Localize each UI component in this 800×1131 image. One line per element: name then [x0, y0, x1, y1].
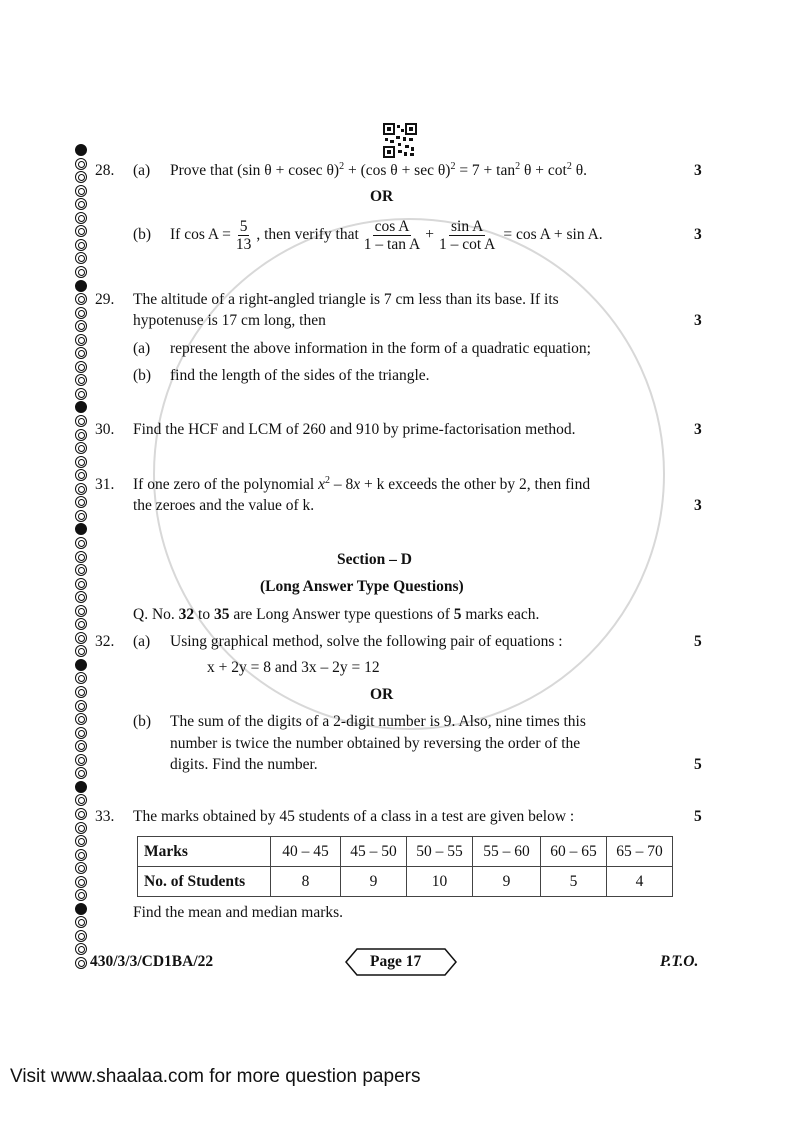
marks: 5	[694, 756, 702, 773]
question-text: the zeroes and the value of k.	[133, 497, 315, 514]
margin-ring-icon	[75, 564, 87, 576]
question-text: digits. Find the number.	[170, 756, 318, 773]
margin-ring-icon	[75, 686, 87, 698]
margin-ring-icon	[75, 713, 87, 725]
question-text: Prove that (sin θ + cosec θ)$^2$ + (cos $\theta + \sec \theta)^2 = 7 + \tan^2 \theta + \cot^2 \theta$.	[170, 160, 588, 179]
margin-ring-icon	[75, 781, 87, 793]
table-cell: 40 – 45	[271, 837, 341, 867]
question-number: 32.	[95, 633, 115, 650]
margin-ring-icon	[75, 930, 87, 942]
margin-ring-icon	[75, 442, 87, 454]
margin-ring-icon	[75, 578, 87, 590]
question-text: Using graphical method, solve the following pair of equations :	[170, 633, 563, 650]
qr-code-icon	[383, 123, 417, 158]
part-label: (b)	[133, 226, 152, 243]
marks: 3	[694, 226, 702, 243]
margin-ring-icon	[75, 537, 87, 549]
or-separator: OR	[370, 188, 394, 205]
margin-ring-icon	[75, 388, 87, 400]
margin-ring-icon	[75, 456, 87, 468]
margin-ring-icon	[75, 862, 87, 874]
margin-ring-icon	[75, 957, 87, 969]
marks: 5	[694, 808, 702, 825]
margin-ring-icon	[75, 551, 87, 563]
or-separator: OR	[370, 686, 394, 703]
margin-ring-icon	[75, 943, 87, 955]
marks: 3	[694, 421, 702, 438]
table-cell: 55 – 60	[473, 837, 541, 867]
part-label: (a)	[133, 340, 151, 357]
margin-ring-icon	[75, 591, 87, 603]
question-number: 28.	[95, 162, 115, 179]
margin-ring-icon	[75, 185, 87, 197]
question-text: find the length of the sides of the triangle.	[170, 367, 430, 384]
question-text: Find the mean and median marks.	[133, 904, 344, 921]
table-cell: 4	[607, 867, 673, 897]
margin-ring-icon	[75, 496, 87, 508]
question-number: 29.	[95, 291, 115, 308]
margin-ring-icon	[75, 740, 87, 752]
margin-ring-icon	[75, 700, 87, 712]
table-cell: 9	[473, 867, 541, 897]
margin-ring-icon	[75, 347, 87, 359]
table-cell: 5	[541, 867, 607, 897]
question-text: The altitude of a right-angled triangle is 7 cm less than its base. If its	[133, 291, 559, 308]
margin-ring-icon	[75, 808, 87, 820]
section-subtitle: (Long Answer Type Questions)	[260, 578, 464, 595]
table-cell: 65 – 70	[607, 837, 673, 867]
table-cell: 50 – 55	[407, 837, 473, 867]
margin-ring-icon	[75, 225, 87, 237]
margin-ring-icon	[75, 334, 87, 346]
table-cell: 8	[271, 867, 341, 897]
margin-ring-icon	[75, 198, 87, 210]
margin-ring-icon	[75, 144, 87, 156]
margin-ring-icon	[75, 659, 87, 671]
question-text: hypotenuse is 17 cm long, then	[133, 312, 326, 329]
question-number: 33.	[95, 808, 115, 825]
question-number: 30.	[95, 421, 115, 438]
margin-ring-icon	[75, 212, 87, 224]
margin-ring-icon	[75, 293, 87, 305]
question-text: number is twice the number obtained by reversing the order of the	[170, 735, 581, 752]
margin-ring-icon	[75, 889, 87, 901]
margin-ring-icon	[75, 835, 87, 847]
margin-ring-icon	[75, 523, 87, 535]
marks: 3	[694, 312, 702, 329]
table-cell: 10	[407, 867, 473, 897]
marks: 3	[694, 497, 702, 514]
table-row	[138, 837, 673, 867]
visit-banner: Visit www.shaalaa.com for more question papers	[10, 1066, 421, 1087]
page-number: Page 17	[370, 953, 422, 970]
margin-ring-icon	[75, 632, 87, 644]
section-note: Q. No. 32 to 35 are Long Answer type questions of 5 marks each.	[133, 606, 540, 623]
question-number: 31.	[95, 476, 115, 493]
question-text: represent the above information in the form of a quadratic equation;	[170, 340, 591, 357]
table-cell: 45 – 50	[341, 837, 407, 867]
marks-table	[137, 836, 673, 897]
margin-ring-icon	[75, 794, 87, 806]
margin-ring-icon	[75, 605, 87, 617]
margin-ring-icon	[75, 171, 87, 183]
margin-ring-icon	[75, 672, 87, 684]
margin-ring-icon	[75, 374, 87, 386]
margin-ring-icon	[75, 280, 87, 292]
margin-ring-icon	[75, 645, 87, 657]
margin-ring-icon	[75, 849, 87, 861]
part-label: (b)	[133, 713, 152, 730]
margin-ring-icon	[75, 469, 87, 481]
equations: x + 2y = 8 and 3x – 2y = 12	[207, 659, 380, 676]
part-label: (a)	[133, 162, 151, 179]
margin-ring-icon	[75, 483, 87, 495]
margin-ring-icon	[75, 429, 87, 441]
margin-ring-icon	[75, 754, 87, 766]
question-text: The sum of the digits of a 2-digit number is 9. Also, nine times this	[170, 713, 586, 730]
question-text: If one zero of the polynomial $x^2 - 8x + k$ exceeds the other by 2, then find	[133, 474, 591, 493]
margin-ring-icon	[75, 401, 87, 413]
table-cell: 60 – 65	[541, 837, 607, 867]
question-text: If cos A = $\frac{5}{13}$ , then verify that $\frac{\text{cos A}}{\text{1 – tan A}}$ + $\frac{\text{sin A}}{\text{1 – cot A}}$ = cos A + sin A.	[170, 217, 603, 253]
paper-code: 430/3/3/CD1BA/22	[90, 953, 214, 970]
margin-ring-icon	[75, 239, 87, 251]
margin-ring-icon	[75, 903, 87, 915]
margin-ring-icon	[75, 727, 87, 739]
margin-ring-icon	[75, 158, 87, 170]
marks: 3	[694, 162, 702, 179]
table-header: Marks	[138, 837, 271, 867]
section-title: Section – D	[337, 551, 412, 568]
margin-ring-icon	[75, 252, 87, 264]
pto: P.T.O.	[660, 953, 699, 970]
table-cell: 9	[341, 867, 407, 897]
question-text: Find the HCF and LCM of 260 and 910 by prime-factorisation method.	[133, 421, 576, 438]
table-row	[138, 867, 673, 897]
margin-ring-icon	[75, 320, 87, 332]
margin-ring-icon	[75, 510, 87, 522]
margin-ring-icon	[75, 876, 87, 888]
margin-ring-icon	[75, 361, 87, 373]
margin-ring-icon	[75, 618, 87, 630]
question-text: The marks obtained by 45 students of a class in a test are given below :	[133, 808, 575, 825]
table-header: No. of Students	[138, 867, 271, 897]
margin-ring-icon	[75, 307, 87, 319]
part-label: (a)	[133, 633, 151, 650]
margin-ring-icon	[75, 767, 87, 779]
margin-ring-icon	[75, 916, 87, 928]
marks: 5	[694, 633, 702, 650]
margin-ring-icon	[75, 415, 87, 427]
part-label: (b)	[133, 367, 152, 384]
margin-ring-icon	[75, 822, 87, 834]
margin-ring-icon	[75, 266, 87, 278]
